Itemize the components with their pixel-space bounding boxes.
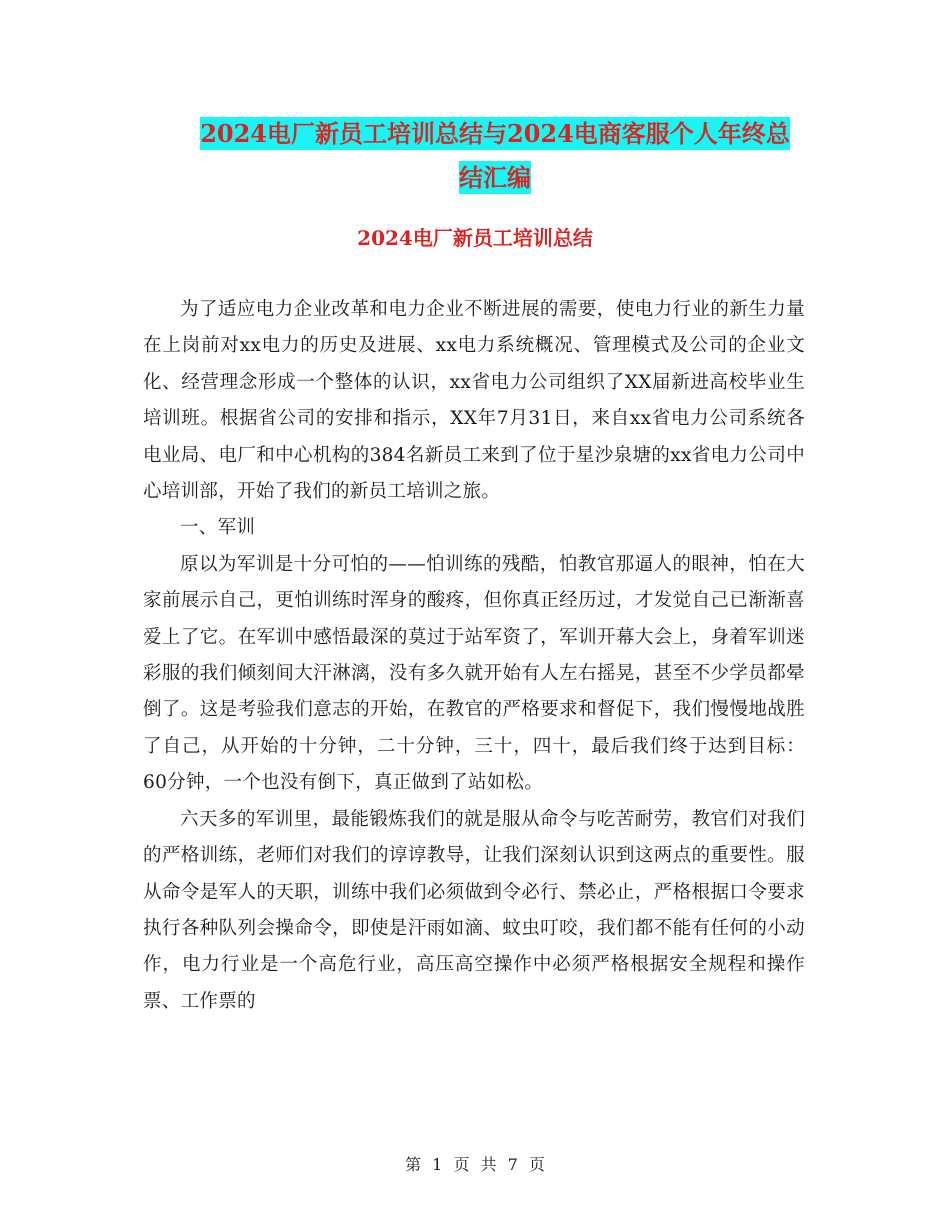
paragraph-six-days: 六天多的军训里，最能锻炼我们的就是服从命令与吃苦耐劳，教官们对我们的严格训练，老师们对我们的谆谆教导，让我们深刻认识到这两点的重要性。服从命令是军人的天职，训练中我们必须做到令必行、禁必止，严格根据口令要求执行各种队列会操命令，即使是汗雨如滴、蚊虫叮咬，我们都不能有任何的小动作，电力行业是一个高危行业，高压高空操作中必须严格根据安全规程和操作票、工作票的 <box>143 808 805 1012</box>
section-title: 2024电厂新员工培训总结 <box>357 226 593 250</box>
document-title-line-1: 2024电厂新员工培训总结与2024电商客服个人年终总 <box>200 119 790 148</box>
page-footer: 第 1 页 共 7 页 <box>405 1155 545 1174</box>
document-title <box>140 112 850 200</box>
heading-military-training: 一、军训 <box>180 517 256 539</box>
document-title-line-2: 结汇编 <box>459 163 531 192</box>
paragraph-military-training: 原以为军训是十分可怕的——怕训练的残酷，怕教官那逼人的眼神，怕在大家前展示自己，更怕训练时浑身的酸疼，但你真正经历过，才发觉自己已渐渐喜爱上了它。在军训中感悟最深的莫过于站军资了，军训开幕大会上，身着军训迷彩服的我们倾刻间大汗淋漓，没有多久就开始有人左右摇晃，甚至不少学员都晕倒了。这是考验我们意志的开始，在教官的严格要求和督促下，我们慢慢地战胜了自己，从开始的十分钟，二十分钟，三十，四十，最后我们终于达到目标：60分钟，一个也没有倒下，真正做到了站如松。 <box>143 553 805 794</box>
document-body <box>143 292 805 1020</box>
paragraph-intro: 为了适应电力企业改革和电力企业不断进展的需要，使电力行业的新生力量在上岗前对xx电力的历史及进展、xx电力系统概况、管理模式及公司的企业文化、经营理念形成一个整体的认识，xx省电力公司组织了XX届新进高校毕业生培训班。根据省公司的安排和指示，XX年7月31日，来自xx省电力公司系统各电业局、电厂和中心机构的384名新员工来到了位于星沙泉塘的xx省电力公司中心培训部，开始了我们的新员工培训之旅。 <box>143 299 805 503</box>
